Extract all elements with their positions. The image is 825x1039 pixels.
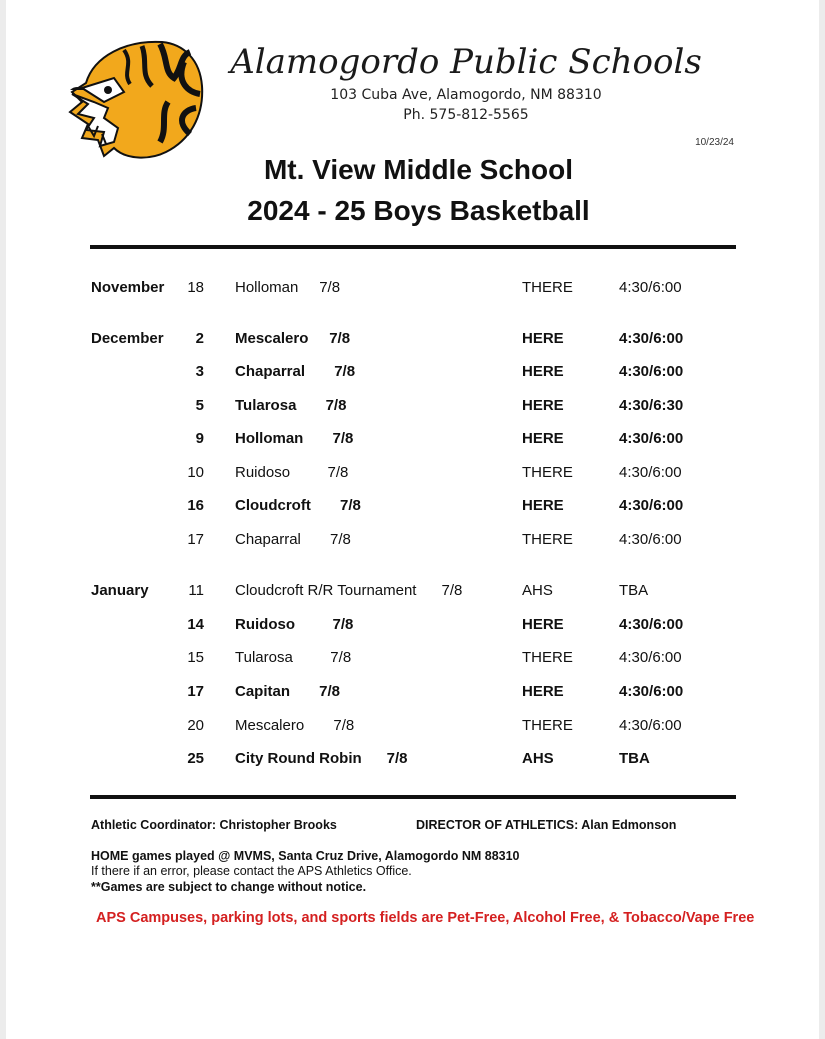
game-day: 10 <box>187 464 204 481</box>
opponent: Tularosa 7/8 <box>235 649 352 666</box>
game-time: 4:30/6:00 <box>619 363 684 380</box>
opponent: Cloudcroft R/R Tournament 7/8 <box>235 582 463 599</box>
game-time: 4:30/6:00 <box>619 279 682 296</box>
policy-notice: APS Campuses, parking lots, and sports fields are Pet-Free, Alcohol Free, & Tobacco/Vape Free <box>96 910 755 926</box>
game-day: 17 <box>187 683 204 700</box>
game-location: AHS <box>522 582 553 599</box>
game-location: HERE <box>522 330 564 347</box>
schedule-row <box>6 397 819 419</box>
tiger-head-icon <box>64 38 204 160</box>
game-time: 4:30/6:00 <box>619 683 684 700</box>
game-time: 4:30/6:00 <box>619 616 684 633</box>
game-time: 4:30/6:00 <box>619 497 684 514</box>
game-time: 4:30/6:30 <box>619 397 684 414</box>
game-location: HERE <box>522 430 564 447</box>
opponent: Capitan 7/8 <box>235 683 341 700</box>
game-day: 16 <box>187 497 204 514</box>
game-location: HERE <box>522 683 564 700</box>
school-title: Mt. View Middle School <box>263 154 574 185</box>
game-location: HERE <box>522 497 564 514</box>
opponent: Chaparral 7/8 <box>235 531 351 548</box>
top-divider <box>90 245 736 249</box>
game-day: 20 <box>187 717 204 734</box>
game-time: TBA <box>619 582 649 599</box>
athletic-coordinator: Athletic Coordinator: Christopher Brooks <box>91 818 337 832</box>
game-day: 25 <box>187 750 204 767</box>
schedule-row <box>6 582 819 604</box>
game-day: 18 <box>187 279 204 296</box>
game-time: 4:30/6:00 <box>619 717 682 734</box>
org-phone: Ph. 575-812-5565 <box>403 107 529 123</box>
org-address: 103 Cuba Ave, Alamogordo, NM 88310 <box>330 87 602 103</box>
game-time: 4:30/6:00 <box>619 330 684 347</box>
month-label: January <box>91 582 149 599</box>
game-location: THERE <box>522 279 573 296</box>
schedule-row <box>6 464 819 486</box>
month-label: November <box>91 279 165 296</box>
schedule-row <box>6 683 819 705</box>
schedule-row <box>6 363 819 385</box>
change-note: **Games are subject to change without notice. <box>91 880 367 894</box>
opponent: Holloman 7/8 <box>235 430 354 447</box>
schedule-row <box>6 717 819 739</box>
game-day: 17 <box>187 531 204 548</box>
error-note: If there if an error, please contact the APS Athletics Office. <box>91 864 412 878</box>
opponent: Holloman 7/8 <box>235 279 341 296</box>
home-games-note: HOME games played @ MVMS, Santa Cruz Drive, Alamogordo NM 88310 <box>91 849 520 863</box>
game-location: THERE <box>522 531 573 548</box>
schedule-row <box>6 279 819 301</box>
schedule-row <box>6 330 819 352</box>
opponent: Ruidoso 7/8 <box>235 616 354 633</box>
game-day: 3 <box>195 363 204 380</box>
opponent: City Round Robin 7/8 <box>235 750 408 767</box>
schedule-row <box>6 649 819 671</box>
game-time: 4:30/6:00 <box>619 649 682 666</box>
game-day: 9 <box>195 430 204 447</box>
opponent: Mescalero 7/8 <box>235 330 351 347</box>
schedule-row <box>6 497 819 519</box>
game-location: THERE <box>522 717 573 734</box>
game-location: AHS <box>522 750 554 767</box>
month-label: December <box>91 330 164 347</box>
game-location: THERE <box>522 464 573 481</box>
season-title: 2024 - 25 Boys Basketball <box>247 195 590 226</box>
opponent: Chaparral 7/8 <box>235 363 356 380</box>
org-name: Alamogordo Public Schools <box>230 42 702 82</box>
game-location: HERE <box>522 616 564 633</box>
game-time: 4:30/6:00 <box>619 464 682 481</box>
opponent: Mescalero 7/8 <box>235 717 355 734</box>
schedule-row <box>6 531 819 553</box>
game-time: 4:30/6:00 <box>619 430 684 447</box>
schedule-row <box>6 430 819 452</box>
game-time: 4:30/6:00 <box>619 531 682 548</box>
schedule-page <box>6 0 819 1039</box>
athletics-director: DIRECTOR OF ATHLETICS: Alan Edmonson <box>416 818 677 832</box>
opponent: Tularosa 7/8 <box>235 397 347 414</box>
schedule-row <box>6 616 819 638</box>
game-day: 15 <box>187 649 204 666</box>
bottom-divider <box>90 795 736 799</box>
game-day: 2 <box>195 330 204 347</box>
opponent: Ruidoso 7/8 <box>235 464 349 481</box>
game-day: 5 <box>195 397 204 414</box>
game-location: HERE <box>522 397 564 414</box>
game-day: 11 <box>188 582 204 599</box>
game-location: HERE <box>522 363 564 380</box>
game-location: THERE <box>522 649 573 666</box>
opponent: Cloudcroft 7/8 <box>235 497 361 514</box>
game-day: 14 <box>187 616 204 633</box>
revision-date: 10/23/24 <box>695 137 734 148</box>
schedule-row <box>6 750 819 772</box>
game-time: TBA <box>619 750 650 767</box>
